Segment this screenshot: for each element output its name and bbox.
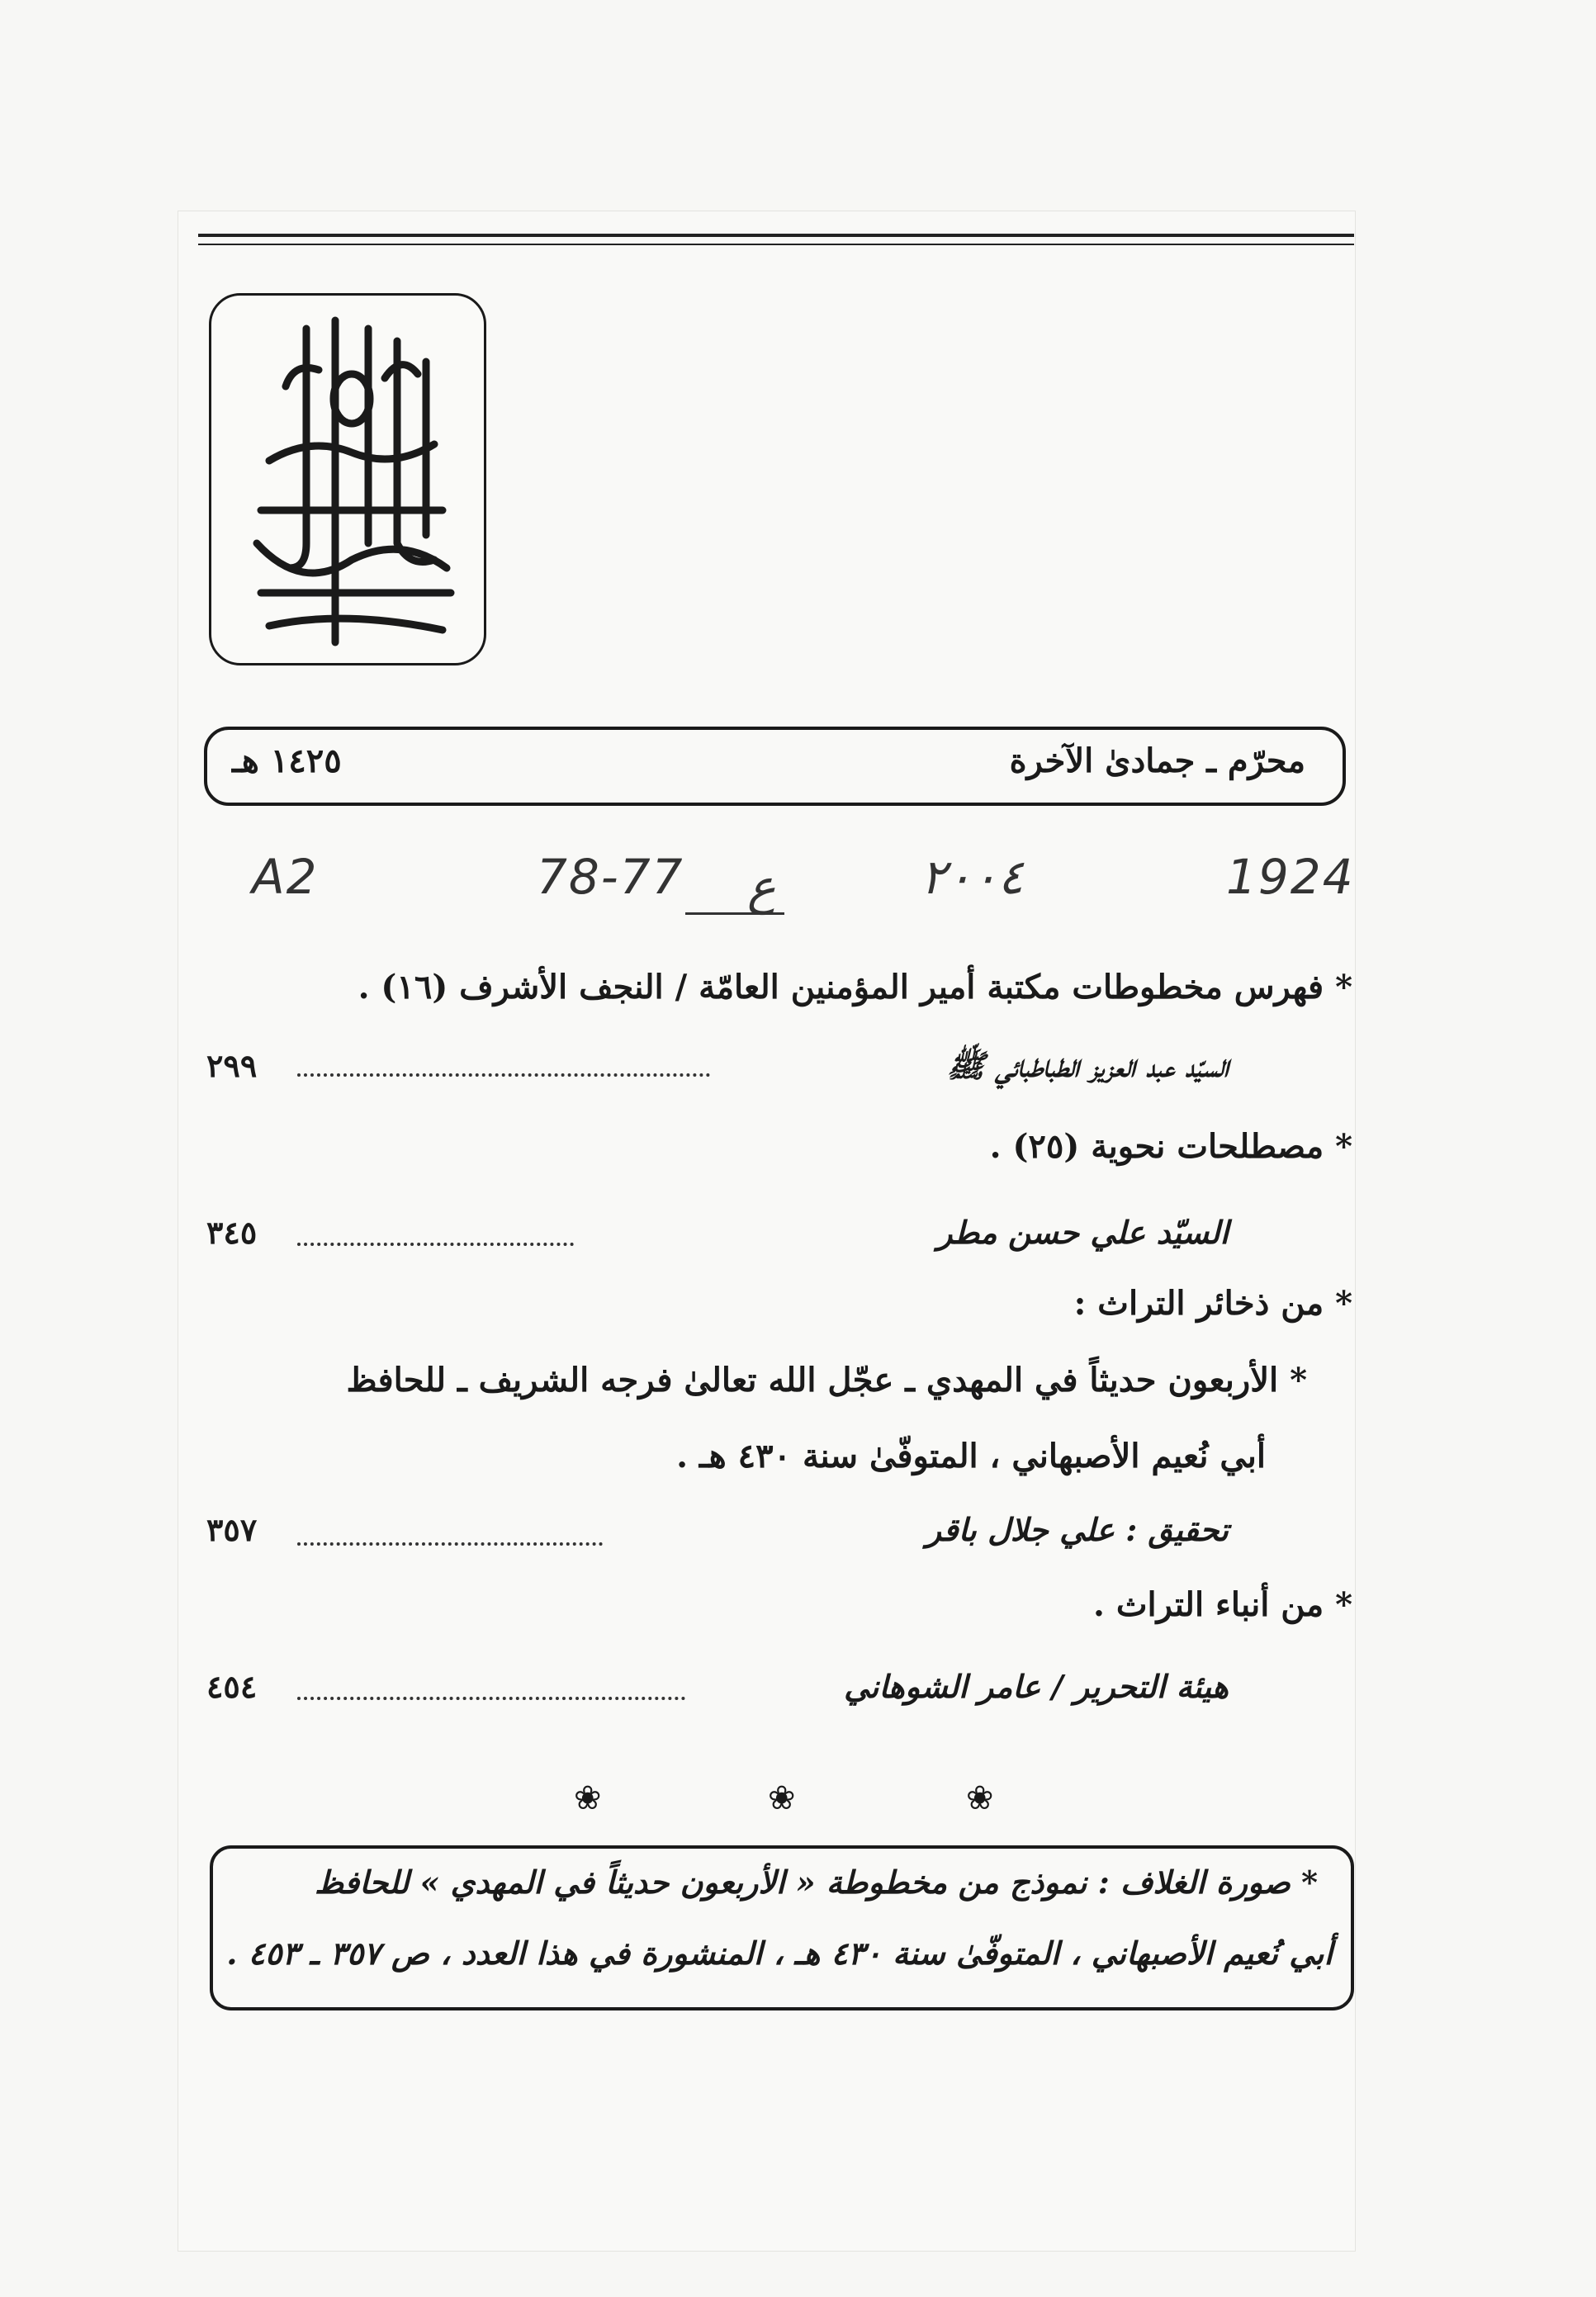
- cover-caption-visible-in-page: [210, 1845, 1354, 2010]
- top-rule-thin: [198, 244, 1354, 245]
- ornament-flower-icon: ❀: [574, 1779, 602, 1817]
- toc-leader-dots: [297, 1243, 574, 1246]
- toc-item-3-title: * من ذخائر التراث :: [1073, 1284, 1352, 1323]
- cover-caption-line-2: أبي نُعيم الأصبهاني ، المتوفّىٰ سنة ٤٣٠ هـ ، المنشورة في هذا العدد ، ص ٣٥٧ ـ ٤٥٣ .: [226, 1935, 1333, 1972]
- handwritten-note-b: 78-77: [537, 849, 684, 905]
- toc-leader-dots: [297, 1073, 710, 1077]
- toc-item-1-author: السيّد عبد العزيز الطباطبائي ﷺ: [946, 1047, 1229, 1084]
- toc-item-3-page: ٣٥٧: [206, 1511, 258, 1548]
- toc-leader-dots: [297, 1697, 685, 1700]
- calligraphy-logo-icon: [211, 296, 484, 663]
- toc-item-1-title: * فهرس مخطوطات مكتبة أمير المؤمنين العامّة / النجف الأشرف (١٦) .: [358, 968, 1352, 1006]
- ornament-flower-icon: ❀: [966, 1779, 994, 1817]
- handwritten-note-e: 1924: [1226, 849, 1355, 905]
- issue-date-box: [204, 727, 1346, 806]
- toc-item-4-title: * من أنباء التراث .: [1093, 1585, 1352, 1624]
- publisher-logo: [209, 293, 486, 665]
- toc-item-1-page: ٢٩٩: [206, 1047, 258, 1084]
- issue-year: ١٤٢٥ هـ: [232, 741, 342, 780]
- handwritten-note-d: ٢٠٠٤: [921, 849, 1024, 905]
- toc-item-2-author: السيّد علي حسن مطر: [937, 1214, 1229, 1251]
- toc-item-2-page: ٣٤٥: [206, 1214, 258, 1251]
- toc-item-2-title: * مصطلحات نحوية (٢٥) .: [989, 1127, 1352, 1166]
- handwritten-note-a: A2: [252, 849, 319, 905]
- handwritten-underline: [685, 912, 784, 915]
- toc-item-3-author: تحقيق : علي جلال باقر: [926, 1511, 1229, 1548]
- toc-item-3-sub-line2: أبي نُعيم الأصبهاني ، المتوفّىٰ سنة ٤٣٠ هـ .: [676, 1437, 1266, 1475]
- top-rule: [198, 234, 1354, 237]
- toc-item-3-sub-line1: * الأربعون حديثاً في المهدي ـ عجّل الله تعالىٰ فرجه الشريف ـ للحافظ: [346, 1361, 1307, 1400]
- ornament-flower-icon: ❀: [768, 1779, 796, 1817]
- issue-months: محرّم ـ جمادىٰ الآخرة: [1009, 741, 1305, 780]
- toc-item-4-author: هيئة التحرير / عامر الشوهاني: [844, 1668, 1229, 1705]
- toc-item-4-page: ٤٥٤: [206, 1668, 258, 1705]
- handwritten-note-c: ع: [747, 859, 776, 915]
- toc-leader-dots: [297, 1542, 603, 1546]
- cover-caption-line-1: * صورة الغلاف : نموذج من مخطوطة « الأربعون حديثاً في المهدي » للحافظ: [314, 1864, 1318, 1901]
